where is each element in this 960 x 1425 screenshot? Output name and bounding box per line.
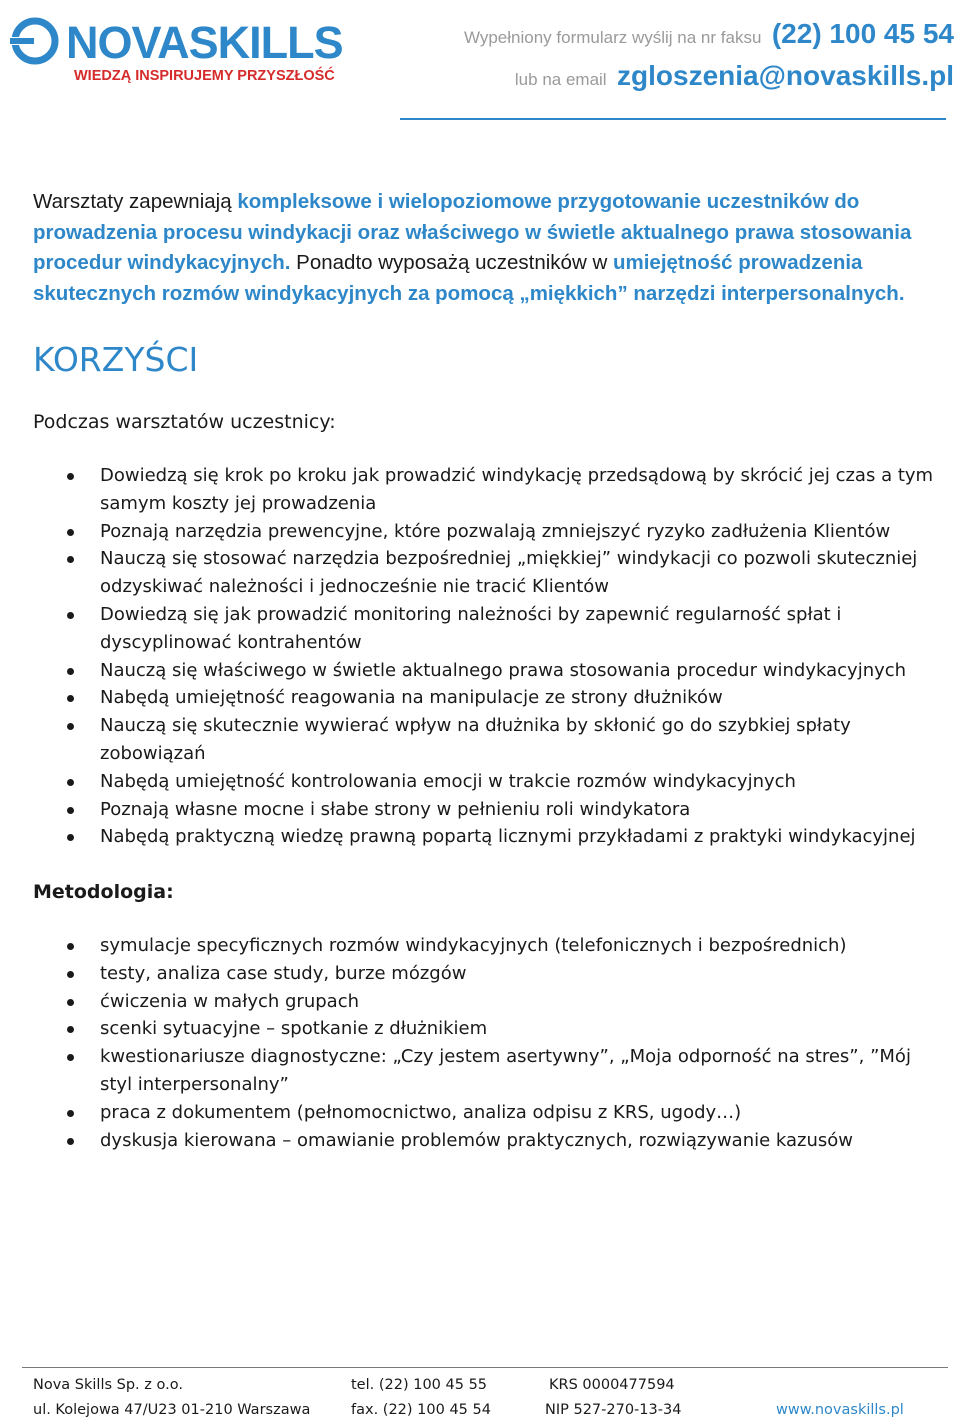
- list-item: Poznają własne mocne i słabe strony w pełnieniu roli windykatora: [33, 796, 948, 824]
- bullet-icon: [67, 556, 74, 563]
- footer-address: ul. Kolejowa 47/U23 01-210 Warszawa: [33, 1402, 311, 1418]
- bullet-icon: [67, 807, 74, 814]
- footer-company: Nova Skills Sp. z o.o.: [33, 1377, 183, 1393]
- list-item: praca z dokumentem (pełnomocnictwo, analiza odpisu z KRS, ugody…): [33, 1099, 948, 1127]
- intro-text-1: Warsztaty zapewniają: [33, 190, 238, 213]
- novaskills-logo: [8, 14, 353, 86]
- email-instruction: [515, 60, 954, 92]
- footer-website-link[interactable]: www.novaskills.pl: [776, 1402, 904, 1418]
- intro-text-2: Ponadto wyposażą uczestników w: [290, 251, 613, 274]
- bullet-icon: [67, 723, 74, 730]
- bullet-icon: [67, 834, 74, 841]
- footer-tel: tel. (22) 100 45 55: [351, 1377, 488, 1393]
- methodology-list: [33, 932, 948, 1154]
- bullet-icon: [67, 943, 74, 950]
- bullet-icon: [67, 1110, 74, 1117]
- benefits-intro: Podczas warsztatów uczestnicy:: [33, 411, 336, 433]
- email-link[interactable]: zgloszenia@novaskills.pl: [617, 60, 954, 91]
- intro-highlight-2: umiejętność prowadzenia skutecznych rozmów windykacyjnych za pomocą „miękkich” narzędzi interpersonalnych.: [33, 251, 905, 305]
- fax-instruction: [464, 18, 954, 50]
- list-item: Nauczą się stosować narzędzia bezpośredniej „miękkiej” windykacji co pozwoli skuteczniej odzyskiwać należności i jednocześnie nie tracić Klientów: [33, 545, 948, 601]
- bullet-icon: [67, 1054, 74, 1061]
- list-item: ćwiczenia w małych grupach: [33, 988, 948, 1016]
- footer-divider: [22, 1367, 948, 1368]
- list-item: kwestionariusze diagnostyczne: „Czy jestem asertywny”, „Moja odporność na stres”, ”Mój styl interpersonalny”: [33, 1043, 948, 1099]
- bullet-icon: [67, 971, 74, 978]
- benefits-list: [33, 462, 948, 851]
- bullet-icon: [67, 473, 74, 480]
- bullet-icon: [67, 695, 74, 702]
- methodology-title: Metodologia:: [33, 881, 174, 903]
- list-item: Dowiedzą się jak prowadzić monitoring należności by zapewnić regularność spłat i dyscyplinować kontrahentów: [33, 601, 948, 657]
- list-item: dyskusja kierowana – omawianie problemów praktycznych, rozwiązywanie kazusów: [33, 1127, 948, 1155]
- list-item: Poznają narzędzia prewencyjne, które pozwalają zmniejszyć ryzyko zadłużenia Klientów: [33, 518, 948, 546]
- list-item: Nabędą praktyczną wiedzę prawną popartą licznymi przykładami z praktyki windykacyjnej: [33, 823, 948, 851]
- benefits-title: KORZYŚCI: [33, 340, 199, 379]
- list-item: Nabędą umiejętność reagowania na manipulacje ze strony dłużników: [33, 684, 948, 712]
- bullet-icon: [67, 1138, 74, 1145]
- list-item: scenki sytuacyjne – spotkanie z dłużnikiem: [33, 1015, 948, 1043]
- bullet-icon: [67, 612, 74, 619]
- bullet-icon: [67, 999, 74, 1006]
- bullet-icon: [67, 668, 74, 675]
- logo-tagline: WIEDZĄ INSPIRUJEMY PRZYSZŁOŚĆ: [74, 68, 335, 84]
- header-divider: [400, 118, 946, 120]
- fax-number: (22) 100 45 54: [771, 18, 954, 49]
- list-item: testy, analiza case study, burze mózgów: [33, 960, 948, 988]
- bullet-icon: [67, 529, 74, 536]
- bullet-icon: [67, 779, 74, 786]
- email-label: lub na email: [514, 70, 607, 89]
- footer-nip: NIP 527-270-13-34: [545, 1402, 682, 1418]
- list-item: symulacje specyficznych rozmów windykacyjnych (telefonicznych i bezpośrednich): [33, 932, 948, 960]
- list-item: Nauczą się właściwego w świetle aktualnego prawa stosowania procedur windykacyjnych: [33, 657, 948, 685]
- intro-highlight-1: kompleksowe i wielopoziomowe przygotowanie uczestników do prowadzenia procesu windykacji oraz właściwego w świetle aktualnego prawa stosowania procedur windykacyjnych.: [33, 190, 912, 274]
- intro-paragraph: [33, 187, 953, 309]
- footer-fax: fax. (22) 100 45 54: [351, 1402, 491, 1418]
- logo-wordmark: NOVASKILLS: [66, 17, 343, 68]
- bullet-icon: [67, 1026, 74, 1033]
- list-item: Nabędą umiejętność kontrolowania emocji w trakcie rozmów windykacyjnych: [33, 768, 948, 796]
- footer-krs: KRS 0000477594: [549, 1377, 675, 1393]
- list-item: Dowiedzą się krok po kroku jak prowadzić windykację przedsądową by skrócić jej czas a tym samym koszty jej prowadzenia: [33, 462, 948, 518]
- list-item: Nauczą się skutecznie wywierać wpływ na dłużnika by skłonić go do szybkiej spłaty zobowiązań: [33, 712, 948, 768]
- fax-label: Wypełniony formularz wyślij na nr faksu: [463, 28, 762, 47]
